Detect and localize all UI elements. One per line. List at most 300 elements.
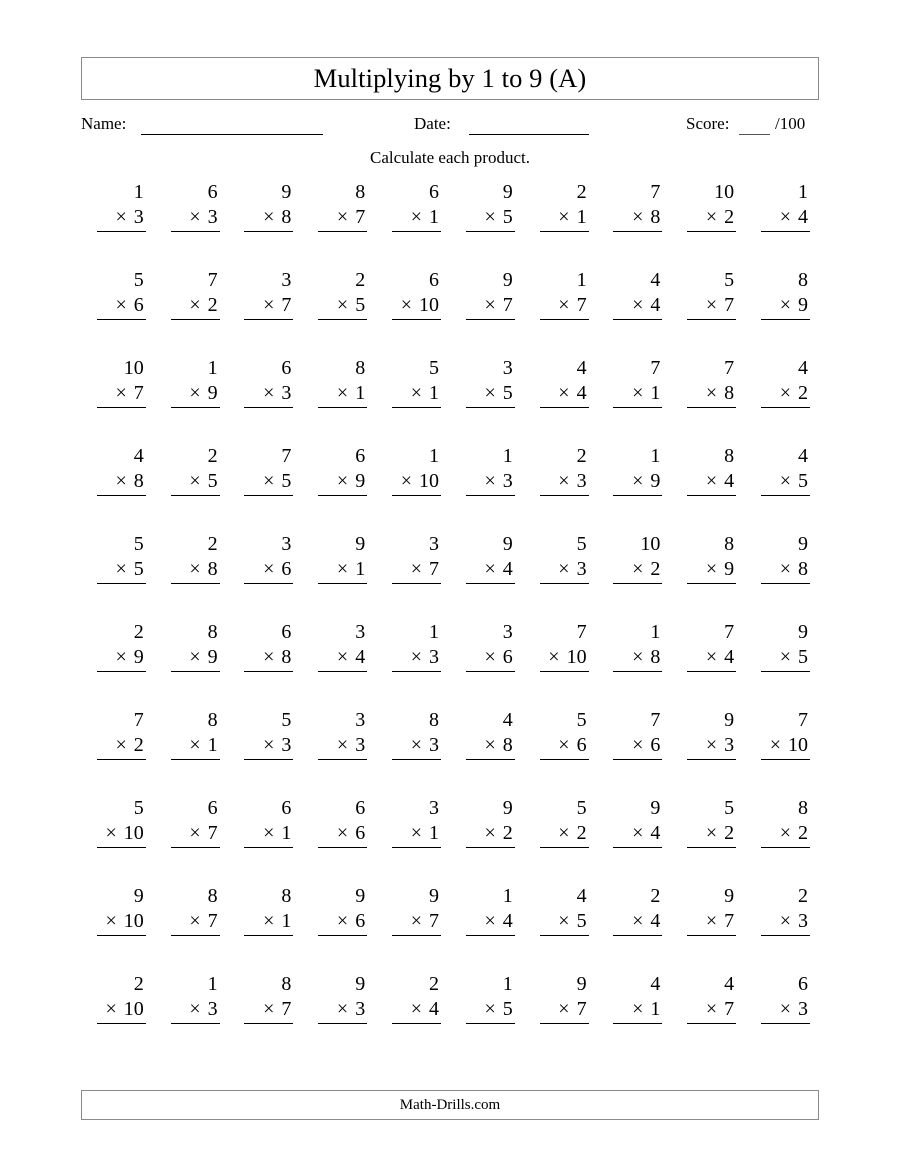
multiplier: 3: [797, 910, 808, 932]
multiplication-problem: [318, 268, 367, 320]
multiplication-operator-icon: ×: [336, 206, 349, 228]
problem-row: [81, 884, 819, 972]
problem-cell[interactable]: [376, 268, 450, 356]
multiplier: 1: [207, 734, 218, 756]
multiplication-problem: [171, 444, 220, 496]
score-input-line[interactable]: [739, 134, 770, 135]
multiplier-line: [687, 469, 736, 496]
multiplication-operator-icon: ×: [558, 910, 570, 932]
multiplication-operator-icon: ×: [336, 294, 349, 316]
multiplier-line: [761, 557, 810, 584]
problem-cell[interactable]: [598, 356, 672, 444]
multiplication-problem: [540, 180, 589, 232]
problem-cell[interactable]: [745, 268, 819, 356]
multiplier-line: [97, 557, 146, 584]
multiplier: 7: [576, 294, 587, 316]
problem-cell[interactable]: [671, 708, 745, 796]
multiplier-line: [466, 293, 515, 320]
multiplicand: 8: [797, 797, 808, 819]
problem-cell[interactable]: [524, 180, 598, 268]
problem-cell[interactable]: [598, 444, 672, 532]
multiplier-line: [97, 997, 146, 1024]
problem-cell[interactable]: [155, 620, 229, 708]
multiplier-line: [466, 469, 515, 496]
problem-cell[interactable]: [745, 708, 819, 796]
multiplier: 2: [502, 822, 513, 844]
multiplication-operator-icon: ×: [779, 822, 791, 844]
problem-cell[interactable]: [671, 268, 745, 356]
multiplier-line: [318, 381, 367, 408]
multiplicand: 7: [133, 709, 144, 731]
problem-cell[interactable]: [81, 268, 155, 356]
multiplicand: 7: [650, 357, 661, 379]
multiplication-problem: [761, 708, 810, 760]
problem-cell[interactable]: [450, 708, 524, 796]
multiplication-problem: [97, 620, 146, 672]
multiplicand: 5: [133, 533, 144, 555]
multiplier-line: [466, 821, 515, 848]
multiplier: 5: [797, 646, 808, 668]
multiplier: 9: [797, 294, 808, 316]
multiplier: 1: [650, 998, 661, 1020]
multiplicand: 7: [724, 621, 735, 643]
multiplier-line: [761, 381, 810, 408]
multiplier: 8: [797, 558, 808, 580]
multiplication-problem: [761, 620, 810, 672]
multiplier: 3: [502, 470, 513, 492]
multiplication-problem: [171, 180, 220, 232]
multiplication-problem: [244, 796, 293, 848]
multiplication-operator-icon: ×: [632, 206, 644, 228]
multiplication-operator-icon: ×: [632, 558, 644, 580]
multiplier: 2: [650, 558, 661, 580]
multiplier: 5: [502, 382, 513, 404]
problem-cell[interactable]: [155, 708, 229, 796]
multiplicand: 3: [428, 533, 439, 555]
multiplication-operator-icon: ×: [484, 294, 496, 316]
problem-cell[interactable]: [376, 356, 450, 444]
multiplier-line: [540, 469, 589, 496]
multiplicand: 5: [428, 357, 439, 379]
problem-cell[interactable]: [524, 620, 598, 708]
multiplier: 6: [576, 734, 587, 756]
multiplication-problem: [392, 444, 441, 496]
multiplier-line: [761, 821, 810, 848]
problem-cell[interactable]: [81, 884, 155, 972]
problem-cell[interactable]: [671, 356, 745, 444]
problem-cell[interactable]: [376, 620, 450, 708]
multiplier: 7: [428, 558, 439, 580]
problem-cell[interactable]: [376, 796, 450, 884]
multiplication-problem: [171, 356, 220, 408]
multiplier-line: [613, 733, 662, 760]
multiplier: 7: [576, 998, 587, 1020]
multiplicand: 7: [650, 709, 661, 731]
multiplier-line: [466, 205, 515, 232]
multiplication-operator-icon: ×: [115, 646, 127, 668]
multiplier: 9: [724, 558, 735, 580]
multiplier: 7: [724, 998, 735, 1020]
problem-cell[interactable]: [745, 620, 819, 708]
multiplication-problem: [613, 356, 662, 408]
problem-cell[interactable]: [524, 268, 598, 356]
multiplicand: 1: [207, 973, 218, 995]
multiplier-line: [392, 821, 441, 848]
problem-cell[interactable]: [81, 796, 155, 884]
problem-cell[interactable]: [598, 532, 672, 620]
multiplication-operator-icon: ×: [779, 470, 791, 492]
multiplier-line: [171, 293, 220, 320]
multiplicand: 6: [428, 269, 439, 291]
problem-cell[interactable]: [229, 532, 303, 620]
multiplicand: 8: [207, 621, 218, 643]
multiplier: 3: [281, 734, 292, 756]
multiplicand: 4: [650, 269, 661, 291]
multiplicand: 6: [281, 621, 292, 643]
problem-row: [81, 532, 819, 620]
problem-cell[interactable]: [376, 180, 450, 268]
multiplier: 4: [650, 294, 661, 316]
multiplier-line: [318, 557, 367, 584]
multiplication-problem: [171, 532, 220, 584]
problem-cell[interactable]: [450, 444, 524, 532]
problem-cell[interactable]: [745, 884, 819, 972]
multiplication-operator-icon: ×: [705, 294, 718, 316]
multiplication-problem: [318, 532, 367, 584]
problem-cell[interactable]: [302, 796, 376, 884]
problem-cell[interactable]: [450, 796, 524, 884]
multiplication-operator-icon: ×: [558, 822, 570, 844]
multiplier: 1: [428, 382, 439, 404]
problem-cell[interactable]: [671, 972, 745, 1060]
problem-cell[interactable]: [155, 532, 229, 620]
multiplication-operator-icon: ×: [336, 558, 349, 580]
problem-cell[interactable]: [598, 180, 672, 268]
problem-cell[interactable]: [81, 972, 155, 1060]
multiplication-problem: [687, 708, 736, 760]
multiplication-operator-icon: ×: [105, 822, 117, 844]
problem-cell[interactable]: [671, 620, 745, 708]
multiplication-problem: [613, 532, 662, 584]
multiplier-line: [613, 909, 662, 936]
problem-cell[interactable]: [229, 972, 303, 1060]
multiplication-problem: [687, 356, 736, 408]
multiplicand: 5: [133, 797, 144, 819]
multiplication-problem: [613, 884, 662, 936]
problem-cell[interactable]: [81, 708, 155, 796]
multiplicand: 3: [502, 621, 513, 643]
problem-cell[interactable]: [302, 180, 376, 268]
multiplicand: 3: [355, 621, 366, 643]
multiplier-line: [540, 821, 589, 848]
multiplier: 9: [355, 470, 366, 492]
multiplicand: 9: [576, 973, 587, 995]
multiplier-line: [687, 293, 736, 320]
multiplier-line: [687, 997, 736, 1024]
problem-cell[interactable]: [671, 532, 745, 620]
problem-cell[interactable]: [450, 356, 524, 444]
multiplier-line: [540, 909, 589, 936]
problem-cell[interactable]: [229, 620, 303, 708]
multiplier-line: [97, 733, 146, 760]
multiplication-operator-icon: ×: [105, 998, 117, 1020]
problem-cell[interactable]: [155, 796, 229, 884]
multiplier-line: [97, 205, 146, 232]
problem-cell[interactable]: [229, 180, 303, 268]
problem-cell[interactable]: [376, 972, 450, 1060]
multiplier-line: [761, 909, 810, 936]
footer-box: [81, 1090, 819, 1120]
problem-cell[interactable]: [81, 356, 155, 444]
problem-cell[interactable]: [302, 884, 376, 972]
problem-cell[interactable]: [671, 180, 745, 268]
multiplication-problem: [97, 268, 146, 320]
problem-cell[interactable]: [302, 268, 376, 356]
multiplicand: 2: [207, 445, 218, 467]
multiplicand: 7: [281, 445, 292, 467]
multiplication-problem: [171, 708, 220, 760]
problem-cell[interactable]: [229, 444, 303, 532]
multiplier: 7: [724, 294, 735, 316]
multiplier-line: [540, 293, 589, 320]
multiplication-problem: [613, 444, 662, 496]
multiplier-line: [540, 733, 589, 760]
multiplier-line: [761, 293, 810, 320]
problem-cell[interactable]: [598, 708, 672, 796]
problem-cell[interactable]: [376, 532, 450, 620]
problem-cell[interactable]: [450, 884, 524, 972]
multiplication-operator-icon: ×: [632, 294, 644, 316]
multiplicand: 1: [650, 621, 661, 643]
multiplication-problem: [318, 972, 367, 1024]
multiplicand: 3: [281, 269, 292, 291]
date-input-line[interactable]: [469, 134, 589, 135]
multiplication-problem: [761, 356, 810, 408]
problem-cell[interactable]: [302, 972, 376, 1060]
multiplicand: 2: [133, 973, 144, 995]
multiplication-problem: [466, 884, 515, 936]
multiplication-operator-icon: ×: [705, 382, 718, 404]
problem-cell[interactable]: [450, 972, 524, 1060]
multiplication-operator-icon: ×: [336, 734, 349, 756]
multiplier: 8: [281, 206, 292, 228]
title-box: [81, 57, 819, 100]
multiplication-problem: [761, 972, 810, 1024]
multiplication-problem: [540, 708, 589, 760]
problem-cell[interactable]: [302, 356, 376, 444]
multiplier-line: [392, 997, 441, 1024]
multiplication-operator-icon: ×: [410, 822, 422, 844]
problem-cell[interactable]: [450, 268, 524, 356]
multiplier: 8: [650, 646, 661, 668]
multiplier: 8: [281, 646, 292, 668]
multiplicand: 2: [207, 533, 218, 555]
problem-cell[interactable]: [302, 444, 376, 532]
multiplicand: 3: [355, 709, 366, 731]
problem-cell[interactable]: [376, 444, 450, 532]
problem-cell[interactable]: [524, 884, 598, 972]
multiplication-problem: [318, 444, 367, 496]
problem-cell[interactable]: [598, 972, 672, 1060]
problem-cell[interactable]: [598, 268, 672, 356]
multiplier-line: [171, 997, 220, 1024]
multiplication-operator-icon: ×: [632, 646, 644, 668]
problem-cell[interactable]: [229, 708, 303, 796]
problem-cell[interactable]: [524, 708, 598, 796]
multiplicand: 9: [355, 885, 366, 907]
multiplier: 7: [355, 206, 366, 228]
problem-cell[interactable]: [155, 268, 229, 356]
multiplier: 9: [207, 646, 218, 668]
multiplication-operator-icon: ×: [263, 470, 275, 492]
problem-cell[interactable]: [524, 444, 598, 532]
problem-cell[interactable]: [524, 796, 598, 884]
problem-cell[interactable]: [229, 356, 303, 444]
multiplier-line: [613, 821, 662, 848]
multiplier: 10: [123, 910, 144, 932]
multiplicand: 6: [355, 445, 366, 467]
multiplication-operator-icon: ×: [484, 646, 496, 668]
multiplier: 1: [281, 822, 292, 844]
multiplication-problem: [97, 180, 146, 232]
problem-cell[interactable]: [671, 884, 745, 972]
problem-cell[interactable]: [229, 884, 303, 972]
problem-cell[interactable]: [671, 444, 745, 532]
multiplier: 5: [355, 294, 366, 316]
problem-cell[interactable]: [81, 180, 155, 268]
multiplier-line: [318, 205, 367, 232]
multiplicand: 1: [428, 621, 439, 643]
multiplicand: 9: [502, 269, 513, 291]
problem-cell[interactable]: [598, 884, 672, 972]
problem-cell[interactable]: [745, 972, 819, 1060]
multiplication-problem: [244, 620, 293, 672]
problem-cell[interactable]: [229, 796, 303, 884]
problem-cell[interactable]: [376, 884, 450, 972]
problem-cell[interactable]: [745, 356, 819, 444]
multiplication-operator-icon: ×: [558, 470, 570, 492]
multiplicand: 9: [355, 533, 366, 555]
date-label: Date:: [414, 114, 451, 133]
multiplication-operator-icon: ×: [336, 646, 349, 668]
multiplication-operator-icon: ×: [484, 206, 496, 228]
problem-cell[interactable]: [524, 532, 598, 620]
problem-cell[interactable]: [671, 796, 745, 884]
problem-cell[interactable]: [302, 532, 376, 620]
multiplier-line: [244, 293, 293, 320]
multiplication-problem: [761, 796, 810, 848]
multiplication-problem: [244, 532, 293, 584]
multiplier: 4: [355, 646, 366, 668]
multiplier-line: [171, 821, 220, 848]
multiplication-operator-icon: ×: [189, 646, 201, 668]
multiplication-operator-icon: ×: [632, 822, 644, 844]
problem-cell[interactable]: [450, 532, 524, 620]
multiplier-line: [244, 557, 293, 584]
multiplicand: 1: [207, 357, 218, 379]
problem-row: [81, 620, 819, 708]
multiplier-line: [613, 557, 662, 584]
multiplication-problem: [687, 884, 736, 936]
multiplier-line: [318, 909, 367, 936]
multiplier: 8: [650, 206, 661, 228]
multiplicand: 9: [502, 797, 513, 819]
multiplier-line: [613, 293, 662, 320]
multiplier-line: [687, 909, 736, 936]
multiplication-problem: [97, 444, 146, 496]
multiplication-operator-icon: ×: [115, 558, 127, 580]
multiplier: 4: [650, 910, 661, 932]
problem-cell[interactable]: [229, 268, 303, 356]
multiplication-operator-icon: ×: [263, 646, 275, 668]
problem-cell[interactable]: [81, 444, 155, 532]
problem-cell[interactable]: [524, 972, 598, 1060]
multiplicand: 7: [724, 357, 735, 379]
multiplication-operator-icon: ×: [705, 910, 718, 932]
multiplication-operator-icon: ×: [484, 910, 496, 932]
multiplication-operator-icon: ×: [189, 998, 201, 1020]
problem-cell[interactable]: [155, 444, 229, 532]
multiplication-operator-icon: ×: [705, 206, 718, 228]
problem-cell[interactable]: [155, 884, 229, 972]
multiplier: 4: [650, 822, 661, 844]
problem-cell[interactable]: [155, 972, 229, 1060]
multiplication-operator-icon: ×: [400, 294, 412, 316]
problem-row: [81, 444, 819, 532]
multiplier: 3: [207, 206, 218, 228]
multiplier: 7: [133, 382, 144, 404]
name-input-line[interactable]: [141, 134, 323, 135]
student-info-row: [81, 112, 819, 138]
problem-cell[interactable]: [450, 620, 524, 708]
multiplier: 1: [355, 382, 366, 404]
multiplication-problem: [761, 180, 810, 232]
multiplicand: 6: [281, 357, 292, 379]
problem-cell[interactable]: [598, 796, 672, 884]
multiplicand: 10: [640, 533, 661, 555]
multiplication-problem: [171, 884, 220, 936]
problem-cell[interactable]: [524, 356, 598, 444]
problem-cell[interactable]: [598, 620, 672, 708]
problem-cell[interactable]: [745, 532, 819, 620]
multiplicand: 8: [281, 973, 292, 995]
multiplication-problem: [540, 796, 589, 848]
problem-cell[interactable]: [745, 180, 819, 268]
problem-cell[interactable]: [745, 796, 819, 884]
problem-cell[interactable]: [745, 444, 819, 532]
problem-cell[interactable]: [302, 708, 376, 796]
problem-cell[interactable]: [155, 356, 229, 444]
multiplication-operator-icon: ×: [769, 734, 781, 756]
problem-cell[interactable]: [302, 620, 376, 708]
problem-cell[interactable]: [155, 180, 229, 268]
multiplier-line: [97, 821, 146, 848]
problem-cell[interactable]: [81, 620, 155, 708]
multiplication-operator-icon: ×: [558, 382, 570, 404]
multiplicand: 1: [428, 445, 439, 467]
problem-cell[interactable]: [376, 708, 450, 796]
multiplier: 5: [133, 558, 144, 580]
problem-cell[interactable]: [81, 532, 155, 620]
multiplier-line: [687, 821, 736, 848]
multiplier: 1: [650, 382, 661, 404]
multiplication-operator-icon: ×: [705, 470, 718, 492]
multiplier: 7: [207, 910, 218, 932]
multiplier-line: [540, 205, 589, 232]
multiplication-problem: [687, 620, 736, 672]
problem-cell[interactable]: [450, 180, 524, 268]
multiplication-problem: [761, 884, 810, 936]
